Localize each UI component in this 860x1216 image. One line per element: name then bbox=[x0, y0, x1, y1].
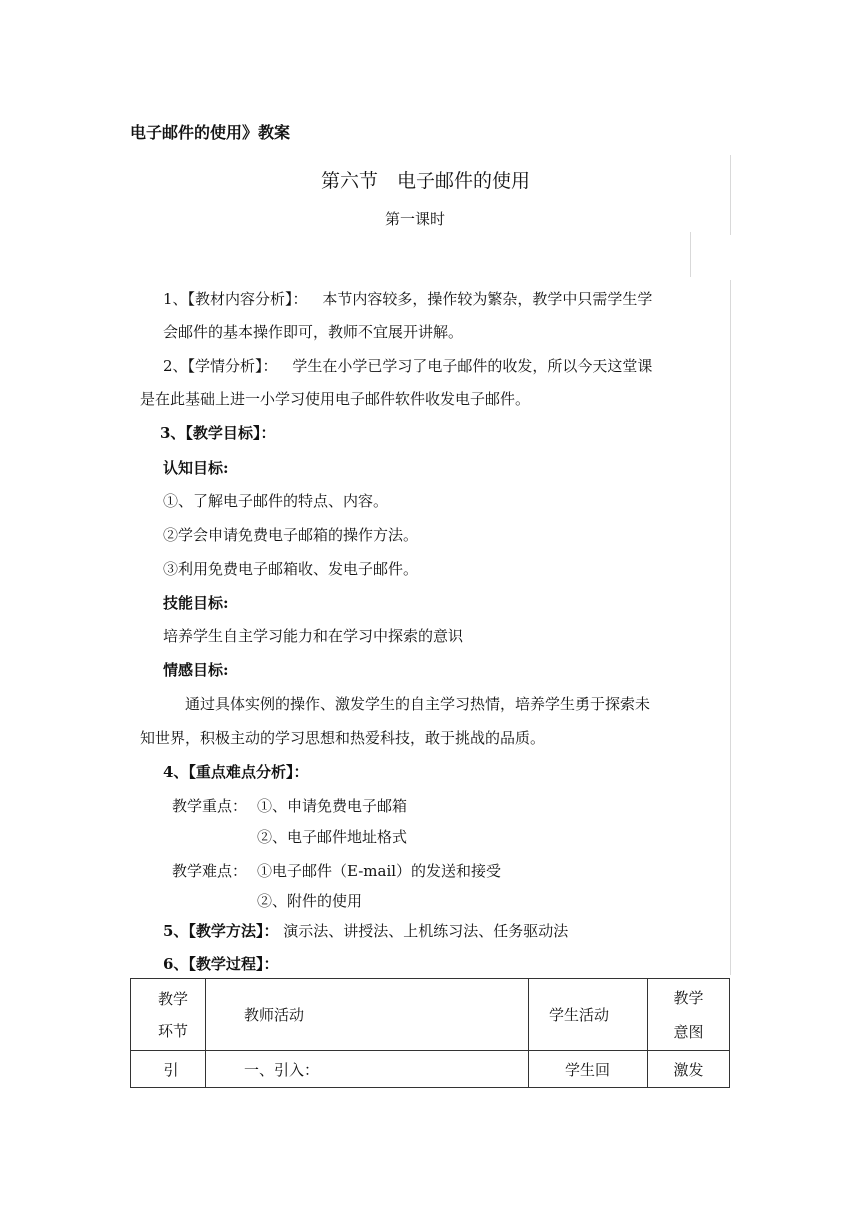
row-intent: 激发 bbox=[648, 1051, 730, 1088]
emotion-text-line-2: 知世界，积极主动的学习思想和热爱科技，敢于挑战的品质。 bbox=[140, 729, 546, 747]
key-points-label: 教学重点： bbox=[172, 797, 248, 815]
difficult-point-item: ②、附件的使用 bbox=[257, 892, 363, 910]
header-intent-line-2: 意图 bbox=[673, 1022, 704, 1041]
header-teacher bbox=[206, 979, 529, 1051]
section-1-line-2: 会邮件的基本操作即可，教师不宜展开讲解。 bbox=[163, 323, 464, 341]
section-5-line bbox=[163, 920, 568, 941]
header-intent-line-1: 教学 bbox=[673, 988, 704, 1007]
margin-rule bbox=[730, 280, 731, 975]
key-point-item: ②、电子邮件地址格式 bbox=[257, 828, 408, 846]
row-student bbox=[529, 1051, 648, 1088]
section-1-label: 1、【教材内容分析】： bbox=[163, 290, 308, 308]
section-2-text: 学生在小学已学习了电子邮件的收发，所以今天这堂课 bbox=[292, 357, 653, 375]
row-student-text: 学生回 bbox=[565, 1060, 611, 1079]
table-row bbox=[131, 1051, 730, 1088]
skill-heading: 技能目标: bbox=[163, 594, 229, 612]
cognitive-heading: 认知目标: bbox=[163, 459, 229, 477]
section-5-text: 演示法、讲授法、上机练习法、任务驱动法 bbox=[283, 922, 569, 940]
process-table bbox=[130, 978, 730, 1088]
header-stage-line-2: 环节 bbox=[157, 1021, 188, 1040]
row-teacher-text: 一、引入： bbox=[244, 1060, 320, 1079]
document-header: 电子邮件的使用》教案 bbox=[130, 123, 291, 142]
section-6-label: 6、【教学过程】： bbox=[163, 955, 279, 973]
table-header-row bbox=[131, 979, 730, 1051]
row-stage: 引 bbox=[131, 1051, 206, 1088]
margin-rule bbox=[730, 155, 731, 235]
section-3-label: 3、【教学目标】： bbox=[160, 424, 276, 442]
header-student bbox=[529, 979, 648, 1051]
section-4-label: 4、【重点难点分析】： bbox=[163, 763, 309, 781]
header-teacher-text: 教师活动 bbox=[244, 1006, 305, 1024]
page-title: 第六节 电子邮件的使用 bbox=[321, 170, 531, 192]
header-stage bbox=[131, 979, 206, 1051]
cognitive-item: ③利用免费电子邮箱收、发电子邮件。 bbox=[163, 560, 419, 578]
section-2-label: 2、【学情分析】： bbox=[163, 357, 278, 375]
difficult-points-label: 教学难点： bbox=[172, 862, 248, 880]
section-1-line-1 bbox=[163, 288, 652, 309]
row-teacher bbox=[206, 1051, 529, 1088]
skill-text: 培养学生自主学习能力和在学习中探索的意识 bbox=[163, 627, 464, 645]
key-point-item: ①、申请免费电子邮箱 bbox=[257, 797, 408, 815]
section-5-label: 5、【教学方法】： bbox=[163, 922, 279, 940]
section-2-line-2: 是在此基础上进一小学习使用电子邮件软件收发电子邮件。 bbox=[140, 390, 531, 408]
margin-rule bbox=[690, 232, 691, 277]
cognitive-item: ②学会申请免费电子邮箱的操作方法。 bbox=[163, 526, 419, 544]
emotion-heading: 情感目标: bbox=[163, 661, 229, 679]
section-2-line-1 bbox=[163, 355, 652, 376]
header-student-text: 学生活动 bbox=[549, 1006, 610, 1024]
page-subtitle: 第一课时 bbox=[385, 210, 446, 228]
header-stage-line-1: 教学 bbox=[157, 989, 188, 1008]
emotion-text-line-1: 通过具体实例的操作、激发学生的自主学习热情，培养学生勇于探索未 bbox=[185, 695, 651, 713]
section-1-text: 本节内容较多，操作较为繁杂，教学中只需学生学 bbox=[322, 290, 653, 308]
difficult-point-item: ①电子邮件（E-mail）的发送和接受 bbox=[257, 862, 502, 880]
header-intent bbox=[648, 979, 730, 1051]
cognitive-item: ①、了解电子邮件的特点、内容。 bbox=[163, 492, 389, 510]
